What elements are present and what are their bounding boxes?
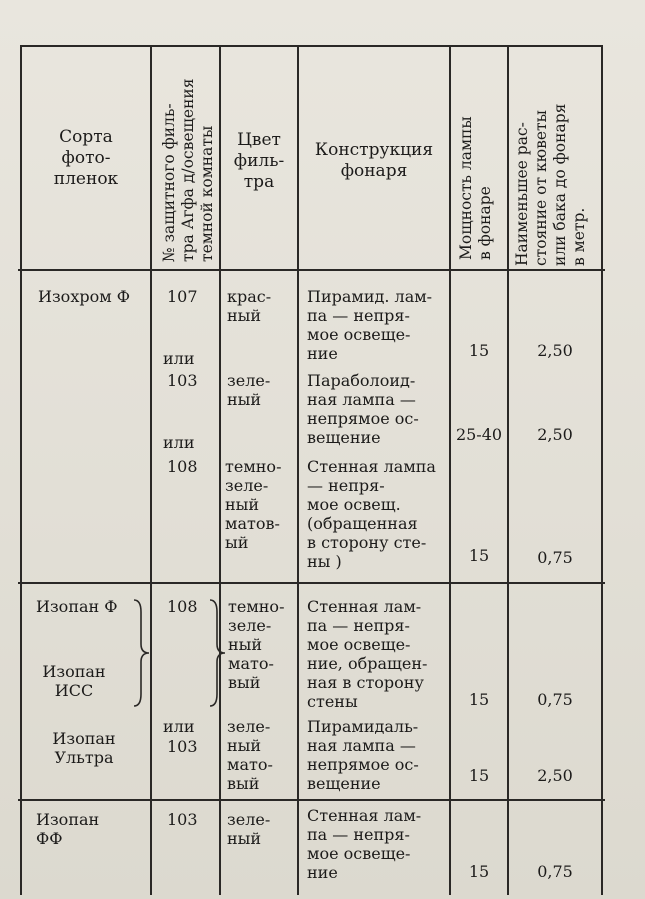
lamp-power: 15 — [468, 862, 490, 881]
filter-color: темно- зеле- ный матов- ый — [225, 457, 282, 552]
filter-color: зеле- ный — [227, 371, 271, 409]
filter-number: 108 — [167, 597, 198, 616]
section-divider-1 — [18, 582, 605, 584]
min-distance: 2,50 — [537, 341, 573, 360]
min-distance: 2,50 — [537, 425, 573, 444]
min-distance: 0,75 — [537, 548, 573, 567]
lamp-power: 25-40 — [455, 425, 503, 444]
lantern-description: Пирамидаль- ная лампа — непрямое ос- вещение — [307, 717, 419, 793]
filter-number: 103 — [167, 810, 198, 829]
header-filter-no: № защитного филь- тра Агфа д/освещения темной комнаты — [160, 78, 216, 262]
filter-color: зеле- ный мато- вый — [227, 717, 273, 793]
film-name: Изопан Ультра — [52, 729, 116, 767]
header-distance: Наименьшее рас- стояние от кюветы или бака до фонаря в метр. — [513, 103, 588, 266]
or-label: или — [163, 717, 195, 736]
or-label: или — [163, 433, 195, 452]
filter-number: 103 — [167, 371, 198, 390]
brace-icon — [206, 598, 228, 708]
or-label: или — [163, 349, 195, 368]
film-name: Изопан ИСС — [42, 662, 106, 700]
min-distance: 0,75 — [537, 690, 573, 709]
column-border-1 — [150, 45, 152, 895]
lantern-description: Стенная лам- па — непря- мое освеще- ние — [307, 806, 422, 882]
brace-icon — [130, 598, 152, 708]
lamp-power: 15 — [468, 766, 490, 785]
film-name: Изопан ФФ — [36, 810, 100, 848]
header-lantern: Конструкция фонаря — [314, 140, 434, 181]
lantern-description: Стенная лам- па — непря- мое освеще- ние, обращен- ная в сторону стены — [307, 597, 428, 711]
film-name: Изопан Ф — [36, 597, 118, 616]
lamp-power: 15 — [468, 341, 490, 360]
filter-number: 108 — [167, 457, 198, 476]
header-color: Цвет филь- тра — [233, 130, 285, 192]
lantern-description: Пирамид. лам- па — непря- мое освеще- ние — [307, 287, 433, 363]
filter-number: 103 — [167, 737, 198, 756]
film-name: Изохром Ф — [38, 287, 131, 306]
filter-color: зеле- ный — [227, 810, 271, 848]
min-distance: 0,75 — [537, 862, 573, 881]
filter-number: 107 — [167, 287, 198, 306]
lantern-description: Параболоид- ная лампа — непрямое ос- вещение — [307, 371, 419, 447]
table-top-border — [20, 45, 603, 47]
filter-color: темно- зеле- ный мато- вый — [228, 597, 285, 692]
lamp-power: 15 — [468, 546, 490, 565]
header-power: Мощность лампы в фонаре — [457, 116, 494, 260]
lamp-power: 15 — [468, 690, 490, 709]
min-distance: 2,50 — [537, 766, 573, 785]
header-film: Сорта фото- пленок — [53, 127, 119, 189]
header-bottom-border — [18, 269, 605, 271]
filter-color: крас- ный — [227, 287, 272, 325]
section-divider-2 — [18, 799, 605, 801]
column-border-right — [601, 45, 603, 895]
lantern-description: Стенная лампа — непря- мое освещ. (обращенная в сторону сте- ны ) — [307, 457, 436, 571]
